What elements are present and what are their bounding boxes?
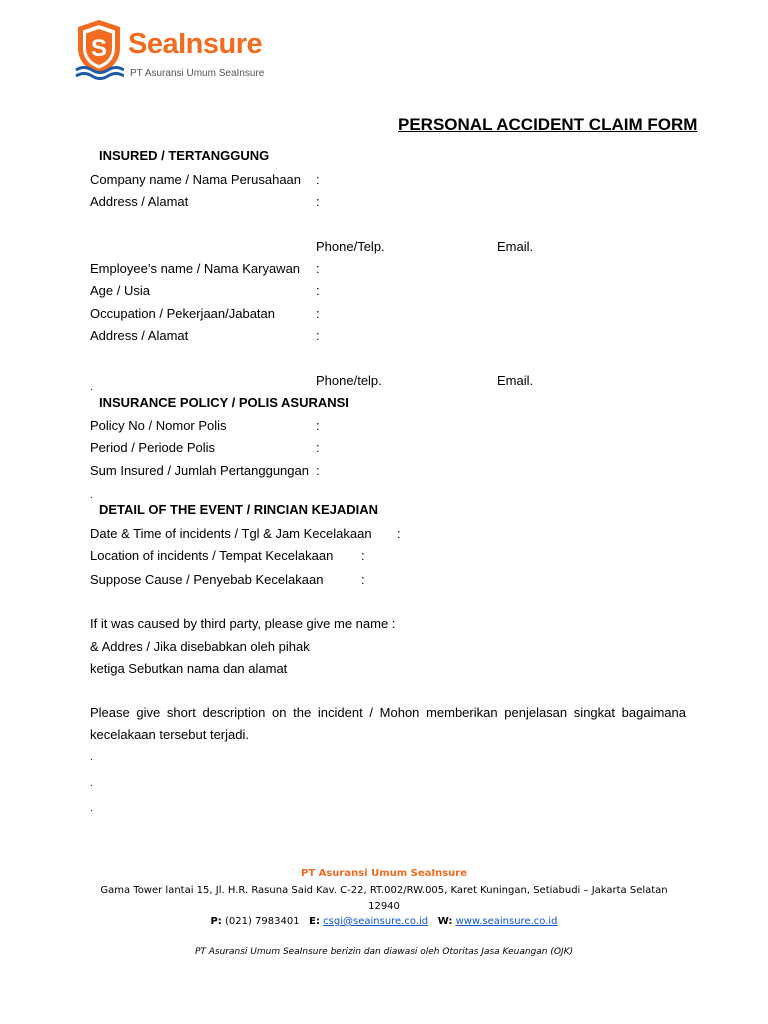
footer-email-label: E: — [309, 916, 320, 927]
company-logo — [74, 18, 274, 82]
dot-marker: . — [90, 752, 93, 763]
third-party-line-2: & Addres / Jika disebabkan oleh pihak — [90, 639, 310, 654]
footer-company: PT Asuransi Umum SeaInsure — [300, 868, 468, 879]
dot-marker: . — [90, 778, 93, 789]
policy-no-label: Policy No / Nomor Polis — [90, 418, 227, 433]
section-policy-heading: INSURANCE POLICY / POLIS ASURANSI — [99, 395, 349, 410]
description-line-2: kecelakaan tersebut terjadi. — [90, 727, 249, 742]
sum-insured-label: Sum Insured / Jumlah Pertanggungan — [90, 463, 309, 478]
address2-colon: : — [316, 328, 320, 343]
address-label: Address / Alamat — [90, 194, 189, 209]
company-name-colon: : — [316, 172, 320, 187]
logo-letter: S — [90, 35, 108, 62]
date-time-label: Date & Time of incidents / Tgl & Jam Kecelakaan — [90, 526, 372, 541]
email2-label: Email. — [497, 373, 534, 388]
period-colon: : — [316, 440, 320, 455]
email-label: Email. — [497, 239, 534, 254]
section-event-heading: DETAIL OF THE EVENT / RINCIAN KEJADIAN — [99, 502, 379, 517]
footer-email-link[interactable]: csgi@seainsure.co.id — [323, 916, 429, 927]
date-time-colon: : — [397, 526, 401, 541]
period-label: Period / Periode Polis — [90, 440, 216, 455]
logo-subtitle: PT Asuransi Umum SeaInsure — [130, 68, 265, 79]
location-colon: : — [361, 548, 365, 563]
footer-phone-label: P: — [210, 916, 222, 927]
cause-colon: : — [361, 572, 365, 587]
footer-ojk-note: PT Asuransi Umum SeaInsure berizin dan diawasi oleh Otoritas Jasa Keuangan (OJK) — [194, 947, 574, 957]
description-line-1: Please give short description on the incident / Mohon memberikan penjelasan singkat bagaimana — [90, 705, 686, 720]
dot-marker: . — [90, 490, 93, 501]
footer-address: Gama Tower lantai 15, Jl. H.R. Rasuna Said Kav. C-22, RT.002/RW.005, Karet Kuningan, Setiabudi – Jakarta Selatan 12940 — [100, 885, 668, 912]
dot-marker: . — [90, 382, 93, 393]
logo-name: SeaInsure — [128, 28, 263, 60]
age-colon: : — [316, 283, 320, 298]
section-insured-heading: INSURED / TERTANGGUNG — [99, 148, 270, 163]
third-party-line-3: ketiga Sebutkan nama dan alamat — [90, 661, 288, 676]
address2-label: Address / Alamat — [90, 328, 189, 343]
employee-name-colon: : — [316, 261, 320, 276]
dot-marker: . — [90, 803, 93, 814]
shield-wave-icon — [74, 18, 124, 80]
footer-web-label: W: — [437, 916, 453, 927]
company-name-label: Company name / Nama Perusahaan — [90, 172, 302, 187]
phone-label: Phone/Telp. — [316, 239, 385, 254]
third-party-line-1: If it was caused by third party, please give me name : — [90, 616, 396, 631]
form-title: PERSONAL ACCIDENT CLAIM FORM — [398, 115, 698, 134]
employee-name-label: Employee’s name / Nama Karyawan — [90, 261, 301, 276]
sum-insured-colon: : — [316, 463, 320, 478]
description-paragraph — [90, 702, 686, 746]
address-colon: : — [316, 194, 320, 209]
cause-label: Suppose Cause / Penyebab Kecelakaan — [90, 572, 324, 587]
age-label: Age / Usia — [90, 283, 150, 298]
footer-contact — [0, 916, 768, 927]
footer-phone: (021) 7983401 — [224, 916, 300, 927]
occupation-label: Occupation / Pekerjaan/Jabatan — [90, 306, 276, 321]
phone2-label: Phone/telp. — [316, 373, 382, 388]
occupation-colon: : — [316, 306, 320, 321]
location-label: Location of incidents / Tempat Kecelakaan — [90, 548, 334, 563]
policy-no-colon: : — [316, 418, 320, 433]
footer-web-link[interactable]: www.seainsure.co.id — [455, 916, 558, 927]
